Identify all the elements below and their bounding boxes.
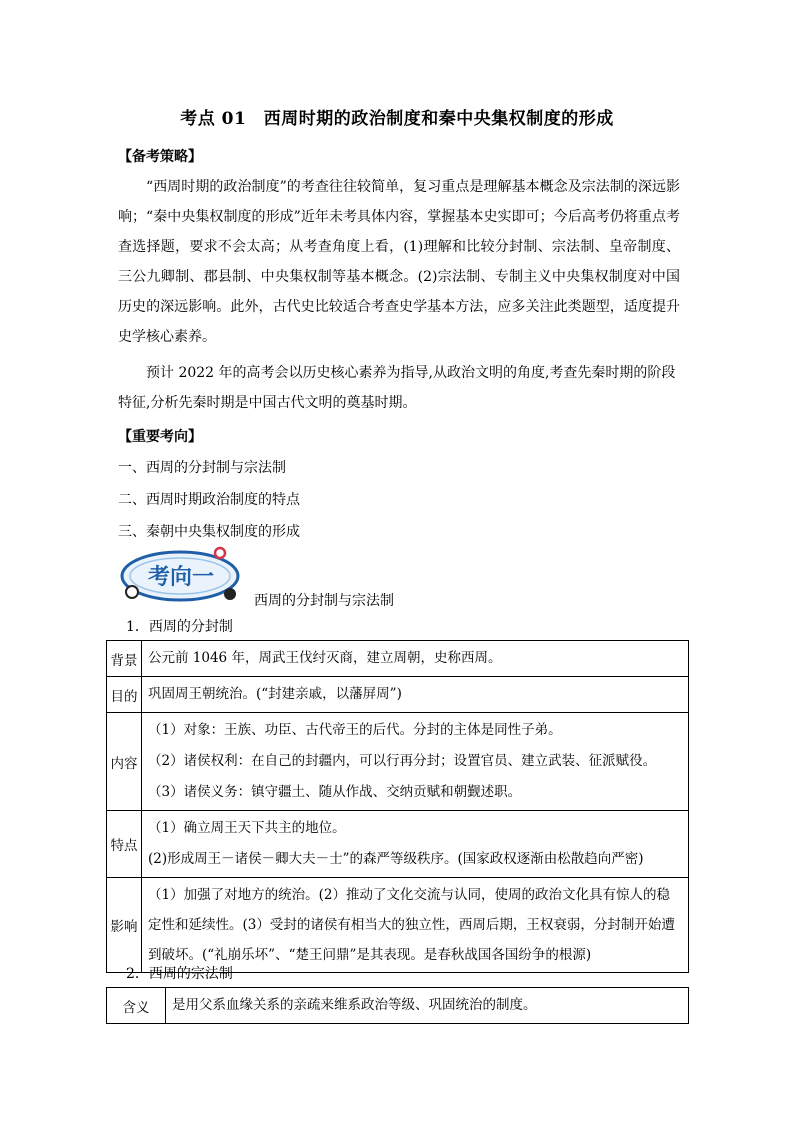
strategy-heading: 【备考策略】 (118, 149, 202, 165)
strategy-paragraph-1: “西周时期的政治制度”的考查往往较简单，复习重点是理解基本概念及宗法制的深远影响；“秦中央集权制度的形成”近年未考具体内容，掌握基本史实即可；今后高考仍将重点考查选择题，要求不会太高；从考查角度上看，(1)理解和比较分封制、宗法制、皇帝制度、三公九卿制、郡县制、中央集权制等基本概念。(2)宗法制、专制主义中央集权制度对中国历史的深远影响。此外，古代史比较适合考查史学基本方法，应多关注此类题型，适度提升史学核心素养。 (118, 179, 680, 345)
table-row (107, 641, 689, 677)
badge-label: 考向一 (148, 564, 215, 590)
direction-item-3: 三、秦朝中央集权制度的形成 (118, 524, 300, 540)
page-title: 考点 01 西周时期的政治制度和秦中央集权制度的形成 (180, 109, 614, 129)
row-head-influence: 影响 (107, 878, 142, 973)
row-text-influence: （1）加强了对地方的统治。(2）推动了文化交流与认同，使周的政治文化具有惊人的稳定性和延续性。(3）受封的诸侯有相当大的独立性，西周后期，王权衰弱，分封制开始遭到破坏。(“礼崩乐坏”、“楚王问鼎”是其表现。是春秋战国各国纷争的根源) (142, 878, 689, 973)
features-line-2: (2)形成周王－诸侯－卿大夫－士”的森严等级秩序。(国家政权逐渐由松散趋向严密) (148, 851, 644, 867)
table-row (107, 677, 689, 713)
badge-topic: 西周的分封制与宗法制 (254, 593, 394, 609)
directions-heading: 【重要考向】 (118, 429, 202, 445)
content-line-2: （2）诸侯权利：在自己的封疆内，可以行再分封；设置官员、建立武装、征派赋役。 (148, 753, 657, 769)
topic-badge (118, 546, 248, 608)
row-head-features: 特点 (107, 811, 142, 878)
table-row (107, 811, 689, 878)
table-row (107, 878, 689, 973)
table-row (107, 988, 689, 1024)
row-cell-features (142, 811, 689, 878)
direction-item-2: 二、西周时期政治制度的特点 (118, 492, 300, 508)
row-text-purpose: 巩固周王朝统治。(“封建亲戚，以藩屏周”) (142, 677, 689, 713)
feudal-system-table (106, 640, 689, 973)
section1-title: 1．西周的分封制 (126, 619, 233, 635)
features-line-1: （1）确立周王天下共主的地位。 (148, 820, 346, 836)
section2-title: 2．西周的宗法制 (126, 966, 233, 982)
table-row (107, 713, 689, 811)
row-text-background: 公元前 1046 年，周武王伐纣灭商，建立周朝，史称西周。 (142, 641, 689, 677)
direction-item-1: 一、西周的分封制与宗法制 (118, 460, 286, 476)
strategy-paragraph-2: 预计 2022 年的高考会以历史核心素养为指导,从政治文明的角度,考查先秦时期的阶段特征,分析先秦时期是中国古代文明的奠基时期。 (118, 365, 676, 411)
clan-system-table (106, 987, 689, 1024)
row-head-meaning: 含义 (107, 988, 166, 1024)
row-cell-content (142, 713, 689, 811)
row-head-purpose: 目的 (107, 677, 142, 713)
row-text-meaning: 是用父系血缘关系的亲疏来维系政治等级、巩固统治的制度。 (166, 988, 689, 1024)
row-head-background: 背景 (107, 641, 142, 677)
badge-ring-icon (118, 546, 248, 608)
row-head-content: 内容 (107, 713, 142, 811)
content-line-3: （3）诸侯义务：镇守疆土、随从作战、交纳贡赋和朝觐述职。 (148, 784, 522, 800)
content-line-1: （1）对象：王族、功臣、古代帝王的后代。分封的主体是同性子弟。 (148, 722, 562, 738)
